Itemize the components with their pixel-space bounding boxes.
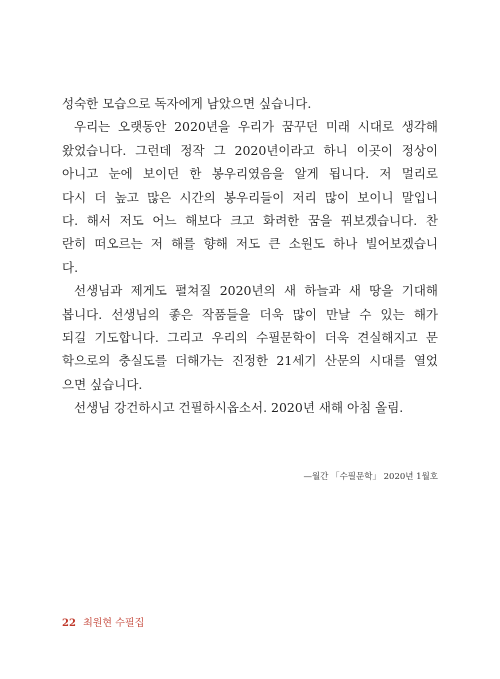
text-line: 왔었습니다. 그런데 정작 그 2020년이라고 하니 이곳이 정상이: [62, 142, 438, 158]
book-title: 최원현 수필집: [83, 618, 145, 629]
text-line: 다시 더 높고 많은 시간의 봉우리들이 저리 많이 보이니 말입니: [62, 189, 438, 205]
text-line: 우리는 오랫동안 2020년을 우리가 꿈꾸던 미래 시대로 생각해: [74, 119, 438, 135]
text-line: 선생님과 제게도 펼쳐질 2020년의 새 하늘과 새 땅을 기대해: [74, 283, 438, 299]
text-line: 다. 해서 저도 어느 해보다 크고 화려한 꿈을 꿔보겠습니다. 찬: [62, 212, 438, 228]
text-line: 다.: [62, 259, 79, 275]
page-number: 22: [62, 618, 76, 629]
text-line: 되길 기도합니다. 그리고 우리의 수필문학이 더욱 견실해지고 문: [62, 329, 438, 345]
text-line: 란히 떠오르는 저 해를 향해 저도 큰 소원도 하나 빌어보겠습니: [62, 236, 438, 252]
text-line: 성숙한 모습으로 독자에게 남았으면 싶습니다.: [62, 96, 312, 111]
text-line: 으면 싶습니다.: [62, 376, 143, 392]
source-citation: —월간 「수필문학」 2020년 1월호: [303, 472, 438, 482]
body-text: [62, 92, 438, 419]
text-line: 봅니다. 선생님의 좋은 작품들을 더욱 많이 만날 수 있는 해가: [62, 306, 438, 322]
page-footer: [62, 614, 144, 629]
text-line: 선생님 강건하시고 건필하시옵소서. 2020년 새해 아침 올림.: [74, 400, 404, 416]
text-line: 학으로의 충실도를 더해가는 진정한 21세기 산문의 시대를 열었: [62, 353, 438, 369]
text-line: 아니고 눈에 보이던 한 봉우리였음을 알게 됩니다. 저 멀리로: [62, 166, 438, 182]
